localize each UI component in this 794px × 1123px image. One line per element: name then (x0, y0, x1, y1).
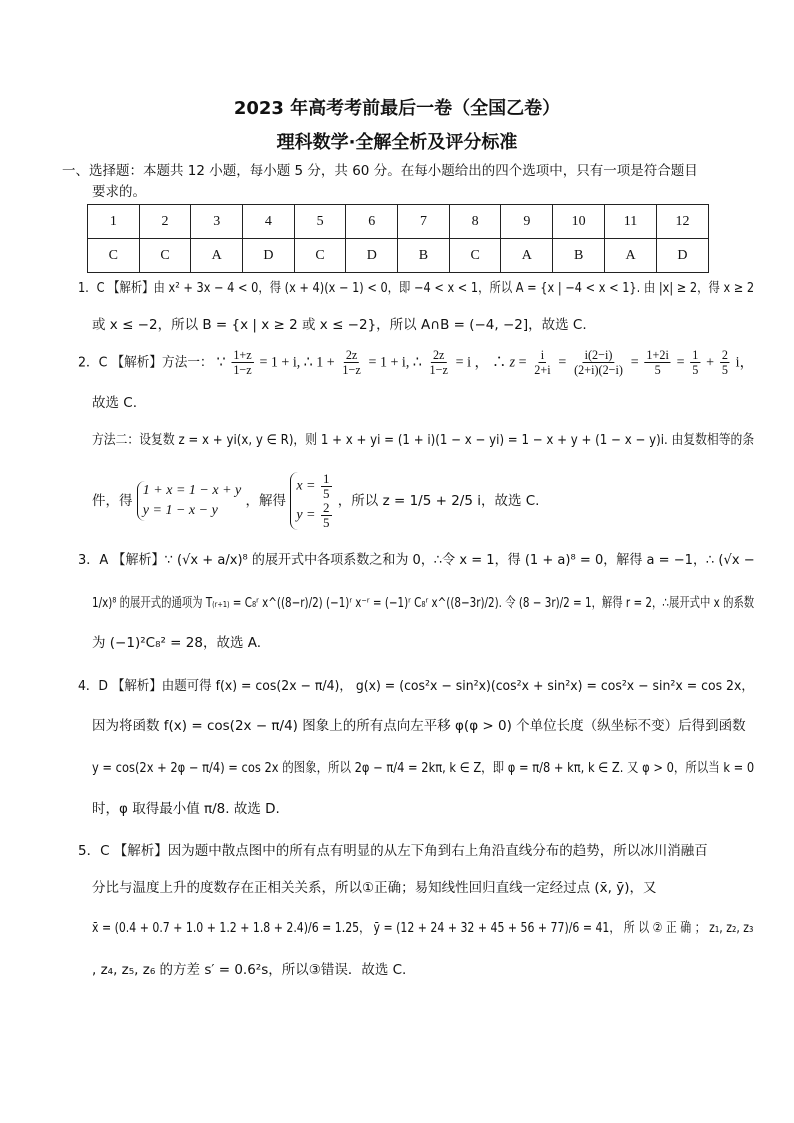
q2-conclusion: ，所以 z = 1/5 + 2/5 i，故选 C. (337, 493, 540, 509)
table-cell: 11 (605, 205, 657, 239)
table-cell: D (656, 239, 708, 273)
q4-line1: 4．D 【解析】由题可得 f(x) = cos(2x − π/4)， g(x) = (cos²x − sin²x)(cos²x + sin²x) = cos²x − sin²x = cos 2x， (78, 678, 754, 694)
fraction: $\frac{2z}{1-z}$ (342, 347, 361, 377)
q5-line1: 5．C 【解析】因为题中散点图中的所有点有明显的从左下角到右上角沿直线分布的趋势，所以冰川消融百 (78, 843, 708, 859)
fraction: $\frac{1+z}{1-z}$ (233, 347, 252, 377)
q5-line2: 分比与温度上升的度数存在正相关关系，所以①正确；易知线性回归直线一定经过点 (x̄, ȳ)，又 (92, 880, 657, 896)
q1-line1: 1．C 【解析】由 x² + 3x − 4 < 0，得 (x + 4)(x − 1) < 0，即 −4 < x < 1，所以 A = {x | −4 < x < 1}. 由 |x| ≥ 2，得 x ≥ 2 (78, 280, 755, 296)
answer-table-answers-row (88, 239, 709, 273)
table-cell: 1 (88, 205, 140, 239)
q2-label: 2．C 【解析】方法一： (78, 354, 213, 371)
q5-line3: x̄ = (0.4 + 0.7 + 1.0 + 1.2 + 1.8 + 2.4)/6 = 1.25， ȳ = (12 + 24 + 32 + 45 + 56 + 77)/6 = 41， 所 以 ② 正 确 ； z₁, z₂, z₃ (92, 920, 754, 936)
table-cell: 5 (294, 205, 346, 239)
q3-line2: 1/x)⁸ 的展开式的通项为 T₍ᵣ₊₁₎ = C₈ʳ x^((8−r)/2) (−1)ʳ x⁻ʳ = (−1)ʳ C₈ʳ x^((8−3r)/2). 令 (8 − 3r)/2 = 1，解得 r = 2，∴展开式中 x 的系数 (92, 595, 755, 611)
q5-line4: , z₄, z₅, z₆ 的方差 s′ = 0.6²s，所以③错误．故选 C. (92, 962, 407, 978)
fraction: $\frac{1+2i}{5}$ (646, 347, 669, 377)
table-cell: 9 (501, 205, 553, 239)
q4-line4: 时，φ 取得最小值 π/8. 故选 D. (92, 801, 280, 817)
q2-line1: 2．C 【解析】方法一： ∵ $\frac{1+z}{1-z}$ = 1 + i, ∴ 1 + $\frac{2z}{1-z}$ = 1 + i, ∴ $\frac{2z}{1-z}$ = i ， ∴ z = $\frac{i}{2+i}$ = $\frac{i(2-i)}{(2+i)(2-i)}$ = $\frac{1+2i}{5}$ = $\frac{1}{5}$ + $\frac{2}{5}$ i， (78, 347, 754, 377)
table-cell: 12 (656, 205, 708, 239)
system-row: x = (296, 478, 316, 494)
table-cell: A (191, 239, 243, 273)
system-row: 1 + x = 1 − x + y (142, 483, 242, 498)
fraction: $\frac{1}{5}$ (692, 347, 699, 377)
q3-line3: 为 (−1)²C₈² = 28，故选 A. (92, 635, 262, 651)
q3-line1: 3．A 【解析】∵ (√x + a/x)⁸ 的展开式中各项系数之和为 0，∴令 x = 1，得 (1 + a)⁸ = 0，解得 a = −1，∴ (√x − (78, 552, 755, 568)
answer-table-numbers-row (88, 205, 709, 239)
section-intro-text: 一、选择题：本题共 12 小题，每小题 5 分，共 60 分。在每小题给出的四个选项中，只有一项是符合题目 (62, 163, 698, 179)
table-cell: B (553, 239, 605, 273)
table-cell: C (88, 239, 140, 273)
fraction: $\frac{i}{2+i}$ (534, 347, 551, 377)
table-cell: A (605, 239, 657, 273)
fraction: $\frac{2}{5}$ (323, 500, 330, 530)
q2-solve: ，解得 (245, 493, 287, 509)
fraction: $\frac{2}{5}$ (721, 347, 728, 377)
section-intro-cont: 要求的。 (92, 184, 146, 200)
table-cell: 2 (139, 205, 191, 239)
q2-line2: 故选 C. (92, 395, 138, 411)
q1-line2: 或 x ≤ −2，所以 B = {x | x ≥ 2 或 x ≤ −2}，所以 A∩B = (−4, −2]，故选 C. (92, 317, 587, 333)
equation-system (137, 481, 241, 521)
table-cell: 6 (346, 205, 398, 239)
q2-system-line (92, 472, 539, 530)
q2-method2: 方法二：设复数 z = x + yi(x, y ∈ R)，则 1 + x + yi = (1 + i)(1 − x − yi) = 1 − x + y + (1 − x − y)i. 由复数相等的条 (92, 432, 755, 448)
table-cell: A (501, 239, 553, 273)
table-cell: B (398, 239, 450, 273)
fraction: $\frac{1}{5}$ (323, 471, 330, 501)
table-cell: C (294, 239, 346, 273)
table-cell: 3 (191, 205, 243, 239)
fraction: $\frac{2z}{1-z}$ (429, 347, 448, 377)
table-cell: 7 (398, 205, 450, 239)
table-cell: C (449, 239, 501, 273)
table-cell: 10 (553, 205, 605, 239)
table-cell: C (139, 239, 191, 273)
q4-line3: y = cos(2x + 2φ − π/4) = cos 2x 的图象，所以 2φ − π/4 = 2kπ, k ∈ Z，即 φ = π/8 + kπ, k ∈ Z. 又 φ > 0，所以当 k = 0 (92, 760, 755, 776)
solution-system (290, 472, 333, 530)
section-intro (62, 161, 752, 203)
answer-table (87, 204, 709, 273)
q4-line2: 因为将函数 f(x) = cos(2x − π/4) 图象上的所有点向左平移 φ(φ > 0) 个单位长度（纵坐标不变）后得到函数 (92, 718, 746, 734)
page-subtitle: 理科数学·全解全析及评分标准 (276, 132, 518, 153)
fraction: $\frac{i(2-i)}{(2+i)(2-i)}$ (574, 347, 623, 377)
table-cell: 4 (243, 205, 295, 239)
page-title: 2023 年高考考前最后一卷（全国乙卷） (233, 98, 561, 119)
table-cell: D (243, 239, 295, 273)
system-row: y = (296, 507, 316, 523)
table-cell: D (346, 239, 398, 273)
q2-cond-prefix: 件，得 (92, 493, 133, 509)
table-cell: 8 (449, 205, 501, 239)
system-row: y = 1 − x − y (142, 503, 218, 518)
